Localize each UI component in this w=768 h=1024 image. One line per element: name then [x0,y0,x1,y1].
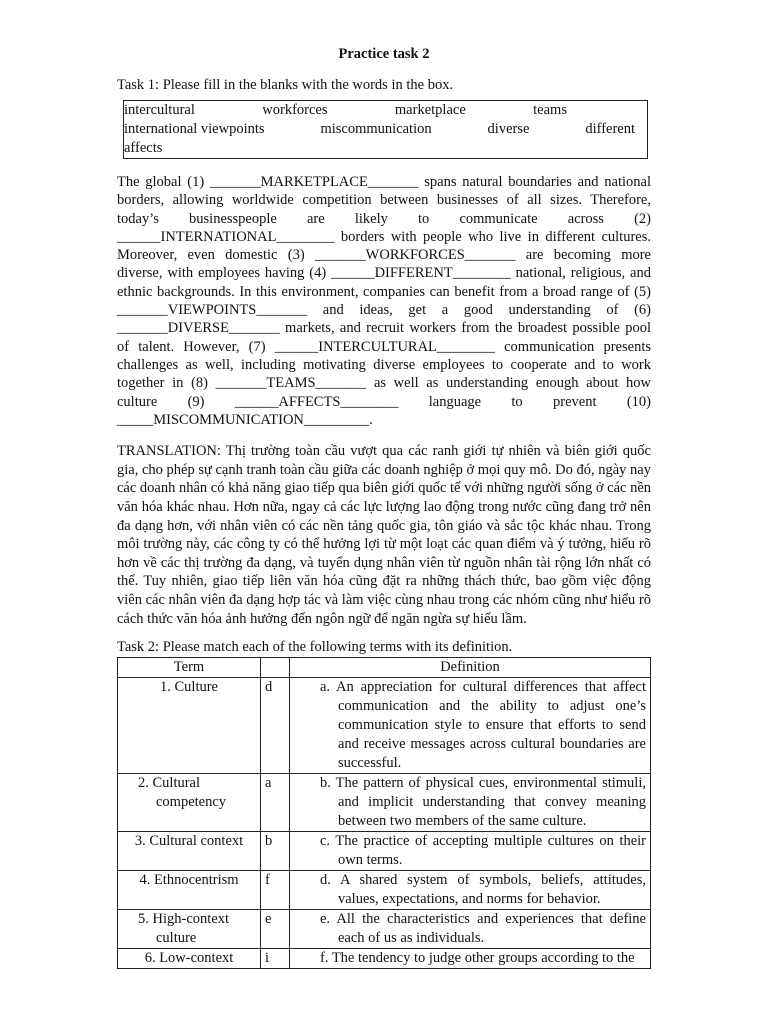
answer-cell: f [261,871,290,910]
word-box-item: international viewpoints [124,121,265,137]
answer-cell: e [261,910,290,949]
page-title: Practice task 2 [338,46,430,62]
table-row [118,678,651,774]
term-cell: 2. Cultural competency [138,775,227,811]
table-row [118,774,651,832]
word-box-row-2 [124,120,647,139]
definition-cell: a. An appreciation for cultural differences that affect communication and the ability to adjust one’s communication style to ensure that efforts to send and receive messages across cultural boundaries are successful. [320,679,646,772]
definition-cell: b. The pattern of physical cues, environmental stimuli, and implicit understanding that convey meaning between two members of the same culture. [320,775,646,830]
answer-cell: a [261,774,290,832]
term-cell: 3. Cultural context [134,833,244,850]
table-header-row [118,658,651,678]
task1-instruction: Task 1: Please fill in the blanks with the words in the box. [117,77,454,93]
task1-paragraph: The global (1) _______MARKETPLACE_______ spans natural boundaries and national borders, allowing worldwide competition between businesses of all sizes. Therefore, today’s businesspeople are likely to communicate across (2) ______INTERNATIONAL________ borders with people who live in different cultures. Moreover, even domestic (3) _______WORKFORCES_______ are becoming more diverse, with employees having (4) ______DIFFERENT________ national, religious, and ethnic backgrounds. In this environment, companies can benefit from a broad range of (5) _______VIEWPOINTS_______ and ideas, get a good understanding of (6) _______DIVERSE_______ markets, and recruit workers from the broadest possible pool of talent. However, (7) ______INTERCULTURAL________ communication presents challenges as well, including motivating diverse employees to cooperate and to work together in (8) _______TEAMS_______ as well as understanding enough about how culture (9) ______AFFECTS________ language to prevent (10) _____MISCOMMUNICATION_________. [117,174,651,428]
answer-cell: d [261,678,290,774]
word-box-item: different [585,121,635,137]
table-row [118,910,651,949]
definition-cell: e. All the characteristics and experiences that define each of us as individuals. [320,911,646,947]
word-box-row-1 [124,101,647,120]
table-row [118,871,651,910]
document-page [117,44,651,969]
matching-table [117,657,651,969]
table-row [118,949,651,969]
word-box-item: intercultural [124,102,195,118]
term-cell: 4. Ethnocentrism [139,872,239,889]
table-row [118,832,651,871]
word-box-row-3 [124,139,647,158]
task2-instruction: Task 2: Please match each of the following terms with its definition. [117,639,513,656]
definition-cell: f. The tendency to judge other groups according to the [320,950,635,967]
answer-cell: b [261,832,290,871]
word-box-item: workforces [262,102,328,118]
term-header: Term [118,658,261,678]
word-box-item: marketplace [394,102,466,118]
term-cell: 5. High-context culture [138,911,230,947]
answer-header [261,658,290,678]
definition-header: Definition [290,658,651,678]
word-box-item: affects [124,140,163,156]
word-box-item: teams [533,102,567,118]
word-box [123,100,648,159]
term-cell: 6. Low-context [144,950,234,967]
definition-cell: d. A shared system of symbols, beliefs, attitudes, values, expectations, and norms for behavior. [320,872,646,908]
answer-cell: i [261,949,290,969]
translation-paragraph: TRANSLATION: Thị trường toàn cầu vượt qua các ranh giới tự nhiên và biên giới quốc gia, cho phép sự cạnh tranh toàn cầu giữa các doanh nghiệp ở mọi quy mô. Do đó, ngày nay các doanh nhân có khả năng giao tiếp qua biên giới quốc tế với những người sống ở các nền văn hóa khác nhau. Hơn nữa, ngay cả các lực lượng lao động trong nước cũng đang trở nên đa dạng hơn, với nhân viên có các nền tảng quốc gia, tôn giáo và sắc tộc khác nhau. Trong môi trường này, các công ty có thể hưởng lợi từ một loạt các quan điểm và ý tưởng, hiểu rõ hơn về các thị trường đa dạng, và tuyển dụng nhân viên từ nguồn nhân tài rộng lớn nhất có thể. Tuy nhiên, giao tiếp liên văn hóa cũng đặt ra những thách thức, bao gồm việc động viên các nhân viên đa dạng hợp tác và làm việc cùng nhau trong các nhóm cũng như hiểu rõ cách thức văn hóa ảnh hưởng đến ngôn ngữ để ngăn ngừa sự hiểu lầm. [117,443,652,627]
term-cell: 1. Culture [160,679,218,696]
definition-cell: c. The practice of accepting multiple cultures on their own terms. [320,833,646,869]
word-box-item: diverse [487,121,530,137]
word-box-item: miscommunication [320,121,432,137]
